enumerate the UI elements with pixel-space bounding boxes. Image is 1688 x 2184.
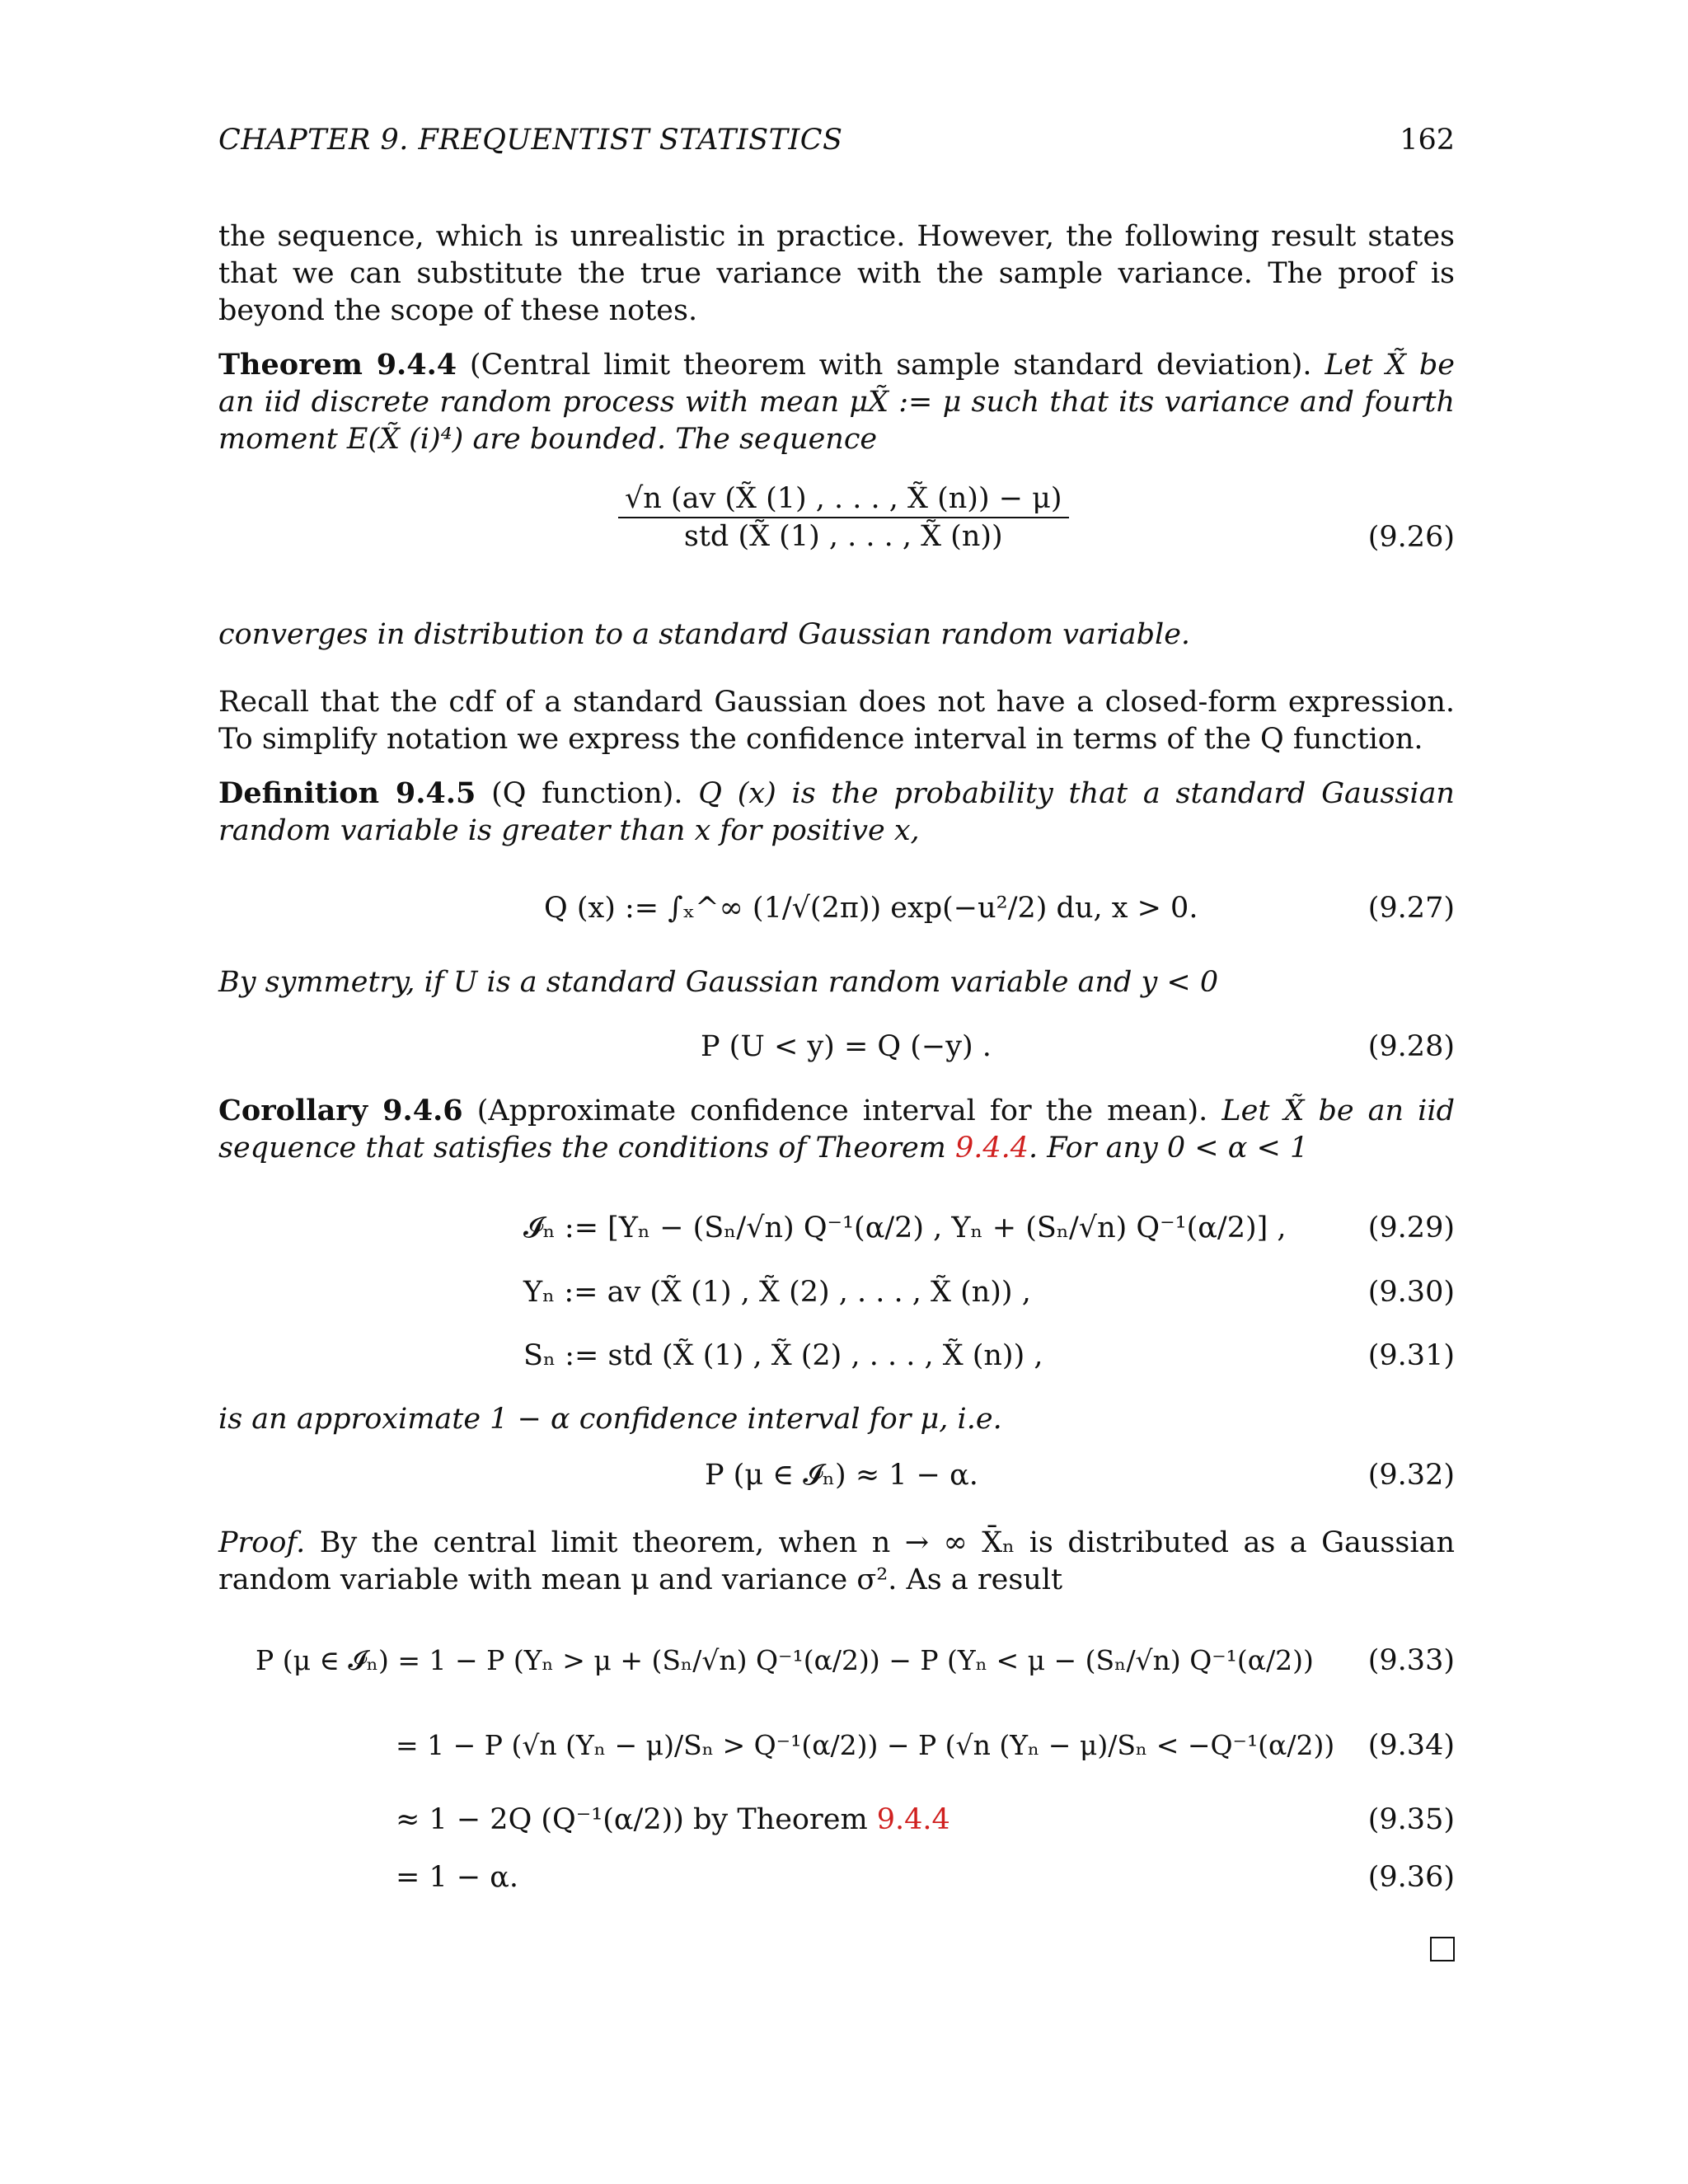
theorem-conclusion: converges in distribution to a standard Gaussian random variable. [218,618,1191,651]
eq-number-9-32: (9.32) [1367,1459,1455,1492]
eq-number-9-31: (9.31) [1367,1339,1455,1372]
eq-number-9-36: (9.36) [1367,1861,1455,1894]
eq-number-9-27: (9.27) [1367,892,1455,925]
clt-numerator: √n (av (X̃ (1) , . . . , X̃ (n)) − μ) [618,482,1069,518]
definition-block [218,775,1455,850]
equation-9-26 [618,482,1069,553]
equation-9-30: Yₙ := av (X̃ (1) , X̃ (2) , . . . , X̃ (n)) , [523,1276,1031,1309]
corollary-title: (Approximate confidence interval for the mean). [476,1094,1208,1127]
equation-9-34: = 1 − P (√n (Yₙ − μ)/Sₙ > Q⁻¹(α/2)) − P (√n (Yₙ − μ)/Sₙ < −Q⁻¹(α/2)) [396,1729,1335,1761]
page-number: 162 [1400,124,1455,157]
symmetry-sentence: By symmetry, if U is a standard Gaussian random variable and y < 0 [218,966,1219,999]
eq-number-9-33: (9.33) [1367,1644,1455,1677]
equation-9-35 [396,1803,950,1836]
theorem-title: (Central limit theorem with sample standard deviation). [469,349,1312,382]
equation-9-27: Q (x) := ∫ₓ^∞ (1/√(2π)) exp(−u²/2) du, x > 0. [544,892,1198,925]
theorem-reference-link[interactable]: 9.4.4 [954,1132,1029,1165]
theorem-label: Theorem 9.4.4 [218,348,457,382]
clt-denominator: std (X̃ (1) , . . . , X̃ (n)) [683,520,1003,553]
corollary-label: Corollary 9.4.6 [218,1094,463,1127]
definition-title: (Q function). [491,777,683,810]
corollary-block [218,1092,1455,1167]
equation-9-32: P (μ ∈ 𝓘ₙ) ≈ 1 − α. [705,1459,978,1492]
eq-number-9-34: (9.34) [1367,1729,1455,1762]
theorem-reference-link-2[interactable]: 9.4.4 [876,1803,950,1836]
eq-number-9-30: (9.30) [1367,1276,1455,1309]
clt-fraction [618,482,1069,553]
intro-paragraph: the sequence, which is unrealistic in practice. However, the following result states that we can substitute the true variance with the sample variance. The proof is beyond the scope of these notes. [218,220,1455,327]
equation-9-29: 𝓘ₙ := [Yₙ − (Sₙ/√n) Q⁻¹(α/2) , Yₙ + (Sₙ/√n) Q⁻¹(α/2)] , [523,1212,1287,1244]
eq-number-9-35: (9.35) [1367,1803,1455,1836]
eq-number-9-29: (9.29) [1367,1212,1455,1244]
proof-paragraph [218,1525,1455,1599]
corollary-body-a: Let X̃ be an iid sequence that satisfies the conditions of Theorem [218,1094,1455,1165]
eq-number-9-26: (9.26) [1367,521,1455,554]
corollary-conclusion: is an approximate 1 − α confidence interval for μ, i.e. [218,1403,1002,1436]
definition-body: Q (x) is the probability that a standard Gaussian random variable is greater than x for positive x, [218,777,1455,847]
theorem-block [218,346,1455,458]
corollary-body-b: . For any 0 < α < 1 [1029,1132,1309,1165]
definition-label: Definition 9.4.5 [218,776,476,810]
qed-square-icon [1430,1937,1455,1961]
eq-number-9-28: (9.28) [1367,1030,1455,1063]
proof-body: By the central limit theorem, when n → ∞ X̄ₙ is distributed as a Gaussian random variable with mean μ and variance σ². As a result [218,1526,1455,1596]
running-header: CHAPTER 9. FREQUENTIST STATISTICS [218,124,843,157]
equation-9-28: P (U < y) = Q (−y) . [701,1030,992,1063]
recall-paragraph: Recall that the cdf of a standard Gaussian does not have a closed-form expression. To simplify notation we express the confidence interval in terms of the Q function. [218,686,1455,756]
equation-9-31: Sₙ := std (X̃ (1) , X̃ (2) , . . . , X̃ (n)) , [523,1339,1043,1372]
equation-9-33: P (μ ∈ 𝓘ₙ) = 1 − P (Yₙ > μ + (Sₙ/√n) Q⁻¹(α/2)) − P (Yₙ < μ − (Sₙ/√n) Q⁻¹(α/2)) [256,1644,1314,1676]
proof-label: Proof. [218,1526,306,1559]
equation-9-36: = 1 − α. [396,1861,519,1894]
equation-9-35-text: ≈ 1 − 2Q (Q⁻¹(α/2)) by Theorem [396,1803,877,1836]
theorem-body: Let X̃ be an iid discrete random process with mean μX̃ := μ such that its variance and fourth moment E(X̃ (i)⁴) are bounded. The sequence [218,349,1455,456]
